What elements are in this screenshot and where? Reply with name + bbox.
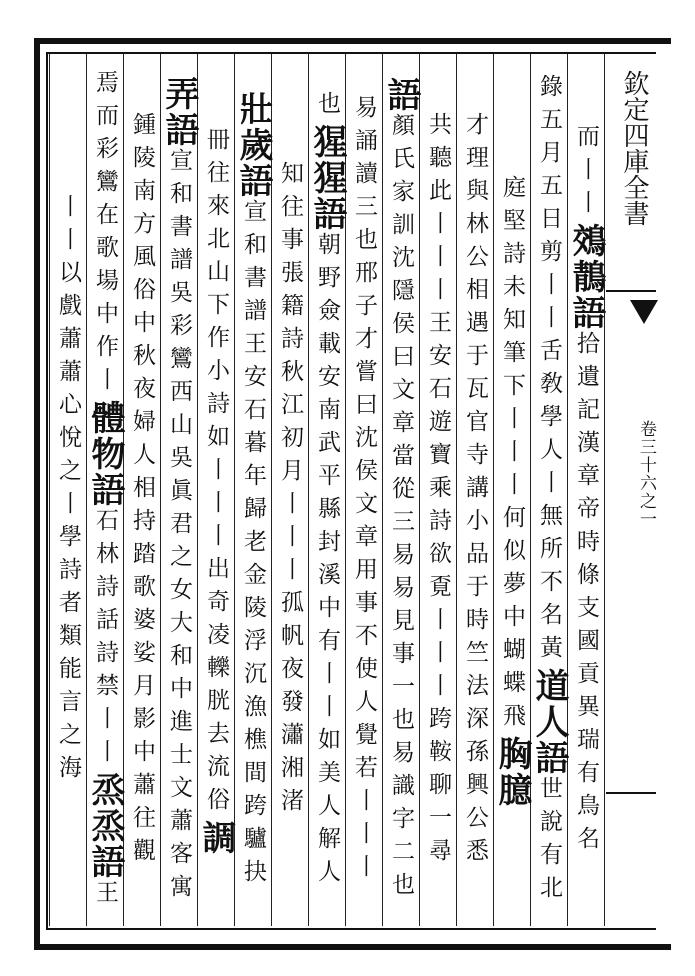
text-column	[273, 58, 306, 924]
entry-heading: 猩猩語	[307, 123, 347, 232]
text-column	[421, 58, 454, 924]
margin-divider-bottom	[606, 792, 656, 794]
column-rule	[456, 54, 457, 926]
text-column	[529, 58, 569, 924]
entry-heading: 胸臆	[492, 735, 532, 808]
column-text: 世說有北	[536, 776, 562, 908]
margin-rule	[604, 54, 605, 926]
column-rule	[49, 54, 50, 926]
entry-heading: 語	[381, 77, 421, 113]
column-text: 丨丨以戲蕭蕭心悅之	[55, 194, 81, 491]
column-text: 庭堅詩未知筆下丨丨丨何似夢中蝴蝶飛	[499, 174, 525, 736]
text-column	[85, 58, 125, 924]
entry-heading: 弄語	[159, 75, 199, 148]
column-text: 才理與林公相遇于瓦官寺講小品于時竺法深孫興公悉	[462, 111, 488, 871]
text-column	[125, 58, 158, 924]
column-text: 石林詩話詩禁丨丨	[92, 507, 118, 772]
text-column	[347, 58, 380, 924]
column-rule	[567, 54, 568, 926]
column-text: 朝野僉載安南武平縣封溪中有丨丨如美人解人	[314, 231, 340, 892]
column-text: 海	[55, 755, 81, 788]
column-text: 宣和書譜吳彩鸞西山吳眞君之女大和中進士文蕭客寓	[166, 147, 192, 907]
column-text: 焉而彩鸞在歌場中作丨	[92, 69, 118, 400]
book-title: 欽定四庫全書	[619, 70, 649, 226]
entry-heading: 烝烝語	[85, 771, 125, 880]
column-rule	[382, 54, 383, 926]
column-text: 共聽此丨丨丨王安石遊寶乘詩欲覔丨丨丨跨鞍聊一尋	[425, 111, 451, 871]
margin-divider-top	[606, 290, 656, 292]
column-text: 而丨丨	[573, 123, 599, 223]
column-text: 王	[92, 879, 118, 913]
column-text: 錄五月五日剪丨丨舌敎學人丨無所不名黃	[536, 74, 562, 668]
column-text: 丨學詩者類能言之	[55, 491, 81, 755]
column-rule	[160, 54, 161, 926]
column-rule	[197, 54, 198, 926]
column-text: 冊往來北山下作小詩如丨丨丨出奇凌轢胱去流俗	[203, 126, 229, 820]
entry-heading: 調	[196, 819, 236, 856]
text-column	[51, 58, 84, 924]
column-text: 知往事張籍詩秋江初月丨丨丨孤帆夜發瀟湘渚	[277, 161, 303, 821]
text-column	[492, 58, 532, 924]
column-text: 鍾陵南方風俗中秋夜婦人相持踏歌婆娑月影中蕭往觀	[129, 111, 155, 871]
column-text: 宣和書譜王安石暮年歸老金陵浮沉漁樵間跨驢抉	[240, 198, 266, 892]
text-column	[566, 58, 606, 924]
column-text: 易誦讀三也邢子才嘗曰沈侯文章用事不使人覺若丨丨丨	[351, 95, 377, 887]
column-rule	[419, 54, 420, 926]
text-column	[159, 58, 199, 924]
text-column	[233, 58, 273, 924]
folio-label: 卷三十六之一	[636, 420, 656, 528]
column-text: 顏氏家訓沈隱侯曰文章當從三易易見事一也易識字二也	[388, 113, 414, 905]
text-column	[458, 58, 491, 924]
text-column	[381, 58, 421, 924]
column-text: 拾遺記漢章帝時條支國貢異瑞有鳥名	[573, 330, 599, 859]
entry-heading: 道人語	[529, 668, 569, 776]
entry-heading: 壯歲語	[233, 90, 273, 199]
entry-heading: 鵁鶄語	[566, 222, 606, 331]
text-column	[307, 58, 347, 924]
entry-heading: 體物語	[85, 399, 125, 508]
fish-tail-mark	[630, 300, 658, 324]
column-text: 也	[314, 90, 340, 124]
text-column	[196, 58, 236, 924]
